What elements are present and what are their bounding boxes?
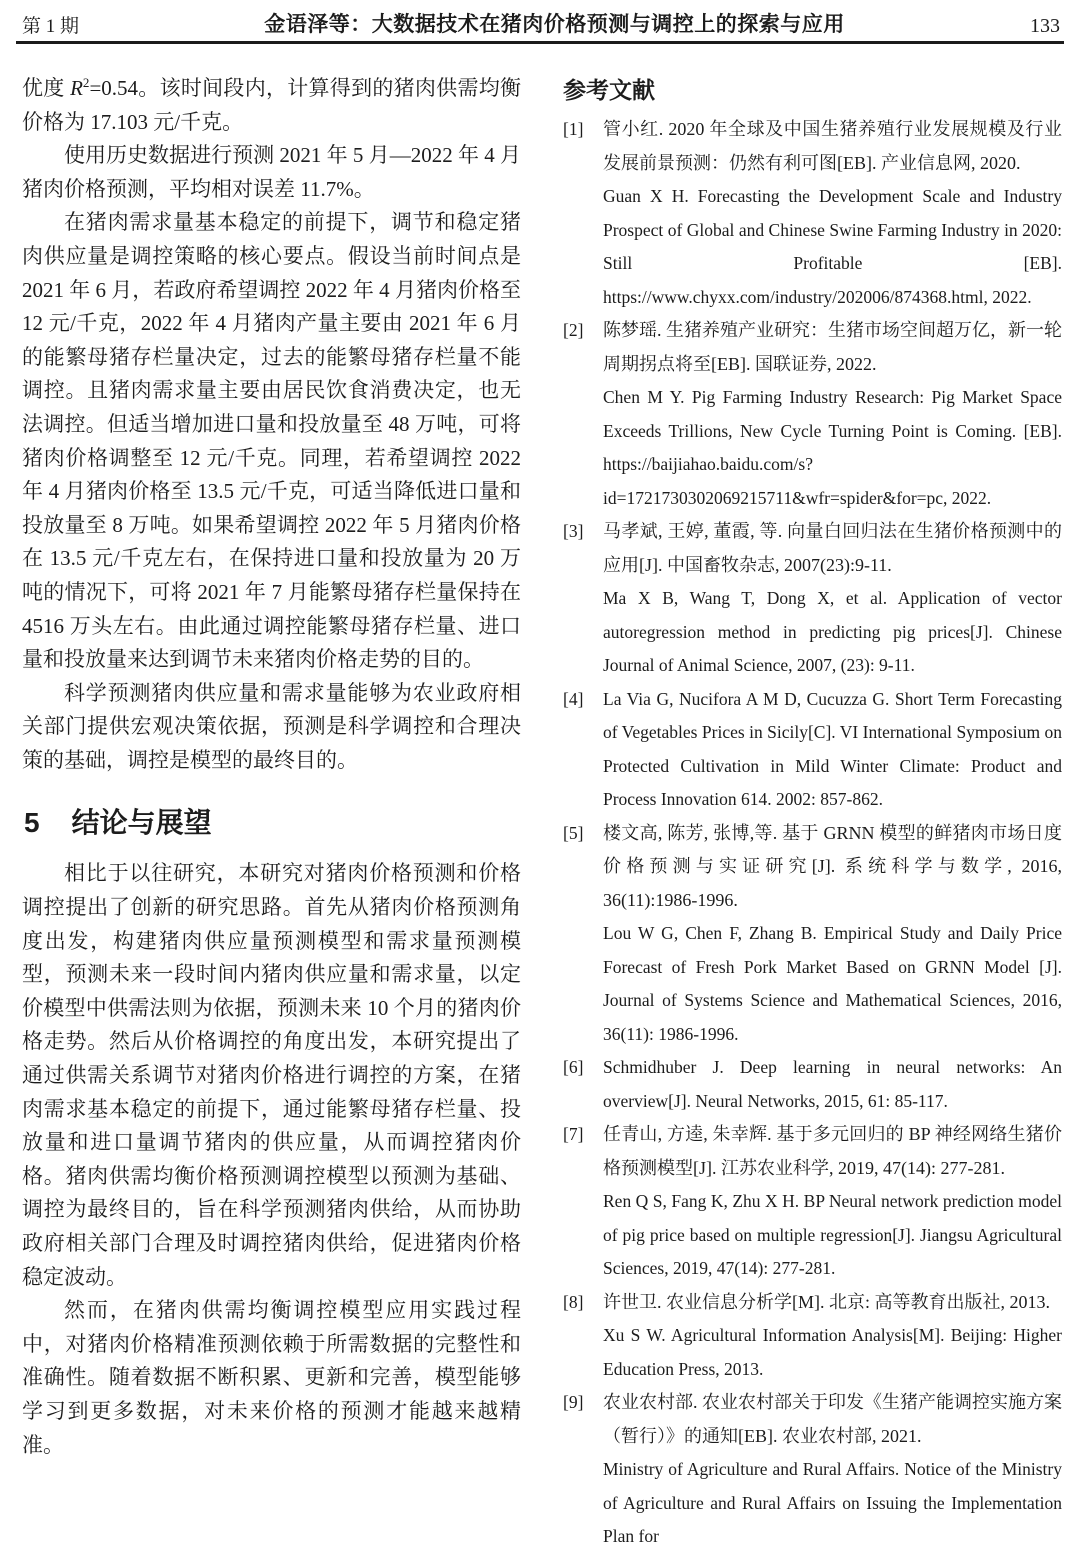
section-heading [24, 801, 521, 841]
reference-text-zh: 农业农村部. 农业农村部关于印发《生猪产能调控实施方案（暂行）》的通知[EB]. 农业农村部, 2021. [603, 1392, 1062, 1446]
reference-item [563, 1286, 1062, 1387]
section-title: 结论与展望 [71, 807, 212, 839]
reference-number: [2] [563, 320, 584, 340]
reference-text-en: La Via G, Nucifora A M D, Cucuzza G. Short Term Forecasting of Vegetables Prices in Sicily[C]. VI International Symposium on Protected Cultivation in Mild Winter Climate: Product and Process Innovation 614. 2002: 857-862. [603, 688, 1062, 809]
reference-number: [5] [563, 822, 584, 843]
reference-body [603, 1286, 1062, 1387]
reference-item [563, 515, 1062, 683]
math-variable: R [70, 76, 83, 100]
section-number: 5 [24, 807, 40, 839]
reference-text-zh: 马孝斌, 王婷, 董霞, 等. 向量白回归法在生猪价格预测中的应用[J]. 中国畜牧杂志, 2007(23):9-11. [603, 521, 1062, 575]
paragraph: 使用历史数据进行预测 2021 年 5 月—2022 年 4 月猪肉价格预测，平均相对误差 11.7%。 [22, 143, 521, 201]
reference-text-zh: 楼文高, 陈芳, 张博,等. 基于 GRNN 模型的鲜猪肉市场日度价格预测与实证研究[J]. 系统科学与数学, 2016, 36(11):1986-1996. [603, 822, 1062, 910]
reference-text-en: Ministry of Agriculture and Rural Affairs. Notice of the Ministry of Agriculture and Rural Affairs on Issuing the Implementation Plan for [603, 1459, 1062, 1546]
reference-number: [3] [563, 521, 584, 541]
paragraph-text: =0.54。该时间段内，计算得到的猪肉供需均衡价格为 17.103 元/千克。 [22, 76, 522, 134]
reference-number: [7] [563, 1124, 584, 1144]
reference-body [603, 113, 1062, 314]
reference-text-zh: 任青山, 方逵, 朱幸辉. 基于多元回归的 BP 神经网络生猪价格预测模型[J]. 江苏农业科学, 2019, 47(14): 277-281. [603, 1124, 1062, 1178]
reference-body [603, 1118, 1062, 1286]
reference-item [563, 1386, 1062, 1554]
journal-issue: 第 1 期 [22, 16, 80, 37]
reference-item [563, 314, 1062, 515]
left-column [22, 72, 521, 1554]
reference-text-en: Ma X B, Wang T, Dong X, et al. Application of vector autoregression method in predicting pig prices[J]. Chinese Journal of Animal Science, 2007, (23): 9-11. [603, 588, 1062, 675]
reference-number: [1] [563, 119, 584, 139]
reference-number: [4] [563, 688, 584, 709]
page-number: 133 [1029, 15, 1060, 37]
paragraph-continued [22, 72, 521, 139]
reference-text-en: Xu S W. Agricultural Information Analysis[M]. Beijing: Higher Education Press, 2013. [603, 1325, 1062, 1379]
reference-text-zh: 许世卫. 农业信息分析学[M]. 北京: 高等教育出版社, 2013. [603, 1291, 1050, 1312]
math-superscript: 2 [82, 75, 90, 90]
reference-body [603, 314, 1062, 515]
two-column-body [0, 44, 1080, 1554]
right-column [563, 72, 1062, 1554]
reference-body [603, 683, 1062, 817]
paragraph-text: 优度 [22, 76, 71, 100]
reference-number: [9] [563, 1392, 584, 1412]
paragraph: 在猪肉需求量基本稳定的前提下，调节和稳定猪肉供应量是调控策略的核心要点。假设当前时间点是 2021 年 6 月，若政府希望调控 2022 年 4 月猪肉价格至 12 元/千克，2022 年 4 月猪肉产量主要由 2021 年 6 月的能繁母猪存栏量决定，过去的能繁母猪存栏量不能调控。且猪肉需求量主要由居民饮食消费决定，也无法调控。但适当增加进口量和投放量至 48 万吨，可将猪肉价格调整至 12 元/千克。同理，若希望调控 2022 年 4 月猪肉价格至 13.5 元/千克，可适当降低进口量和投放量至 8 万吨。如果希望调控 2022 年 5 月猪肉价格在 13.5 元/千克左右，在保持进口量和投放量为 20 万吨的情况下，可将 2021 年 7 月能繁母猪存栏量保持在 4516 万头左右。由此通过调控能繁母猪存栏量、进口量和投放量来达到调节未来猪肉价格走势的目的。 [22, 210, 521, 672]
page-header [0, 0, 1080, 41]
reference-text-en: Ren Q S, Fang K, Zhu X H. BP Neural network prediction model of pig price based on multiple regression[J]. Jiangsu Agricultural Sciences, 2019, 47(14): 277-281. [603, 1191, 1062, 1278]
paragraph: 然而，在猪肉供需均衡调控模型应用实践过程中，对猪肉价格精准预测依赖于所需数据的完整性和准确性。随着数据不断积累、更新和完善，模型能够学习到更多数据，对未来价格的预测才能越来越精准。 [22, 1298, 521, 1457]
paragraph: 相比于以往研究，本研究对猪肉价格预测和价格调控提出了创新的研究思路。首先从猪肉价格预测角度出发，构建猪肉供应量预测模型和需求量预测模型，预测未来一段时间内猪肉供应量和需求量，以定价模型中供需法则为依据，预测未来 10 个月的猪肉价格走势。然后从价格调控的角度出发，本研究提出了通过供需关系调节对猪肉价格进行调控的方案，在猪肉需求基本稳定的前提下，通过能繁母猪存栏量、投放量和进口量调节猪肉的供应量，从而调控猪肉价格。猪肉供需均衡价格预测调控模型以预测为基础、调控为最终目的，旨在科学预测猪肉供给，从而协助政府相关部门合理及时调控猪肉供给，促进猪肉价格稳定波动。 [22, 861, 521, 1289]
reference-item [563, 817, 1062, 1052]
reference-item [563, 113, 1062, 314]
reference-text-en: Schmidhuber J. Deep learning in neural networks: An overview[J]. Neural Networks, 2015, 61: 85-117. [603, 1057, 1062, 1111]
reference-item [563, 683, 1062, 817]
references-heading: 参考文献 [563, 77, 655, 103]
reference-text-en: Chen M Y. Pig Farming Industry Research: Pig Market Space Exceeds Trillions, New Cycle Turning Point is Coming. [EB]. https://baijiahao.baidu.com/s?id=1721730302069215711&wfr=spider&for=pc, 2022. [603, 387, 1062, 508]
paragraph: 科学预测猪肉供应量和需求量能够为农业政府相关部门提供宏观决策依据，预测是科学调控和合理决策的基础，调控是模型的最终目的。 [22, 680, 521, 772]
reference-item [563, 1118, 1062, 1286]
running-title: 金语泽等：大数据技术在猪肉价格预测与调控上的探索与应用 [264, 13, 845, 36]
reference-body [603, 515, 1062, 683]
reference-text-en: Lou W G, Chen F, Zhang B. Empirical Study and Daily Price Forecast of Fresh Pork Market Based on GRNN Model [J]. Journal of Systems Science and Mathematical Sciences, 2016, 36(11): 1986-1996. [603, 923, 1062, 1044]
reference-number: [8] [563, 1291, 584, 1312]
reference-item [563, 1051, 1062, 1118]
reference-body [603, 817, 1062, 1052]
reference-text-zh: 陈梦瑶. 生猪养殖产业研究：生猪市场空间超万亿，新一轮周期拐点将至[EB]. 国联证券, 2022. [603, 320, 1062, 374]
reference-text-zh: 管小红. 2020 年全球及中国生猪养殖行业发展规模及行业发展前景预测：仍然有利可图[EB]. 产业信息网, 2020. [603, 119, 1062, 173]
reference-body [603, 1051, 1062, 1118]
reference-number: [6] [563, 1057, 584, 1077]
reference-text-en: Guan X H. Forecasting the Development Scale and Industry Prospect of Global and Chinese Swine Farming Industry in 2020: Still Profitable [EB]. https://www.chyxx.com/industry/202006/874368.html, 2022. [603, 186, 1062, 307]
reference-body [603, 1386, 1062, 1554]
